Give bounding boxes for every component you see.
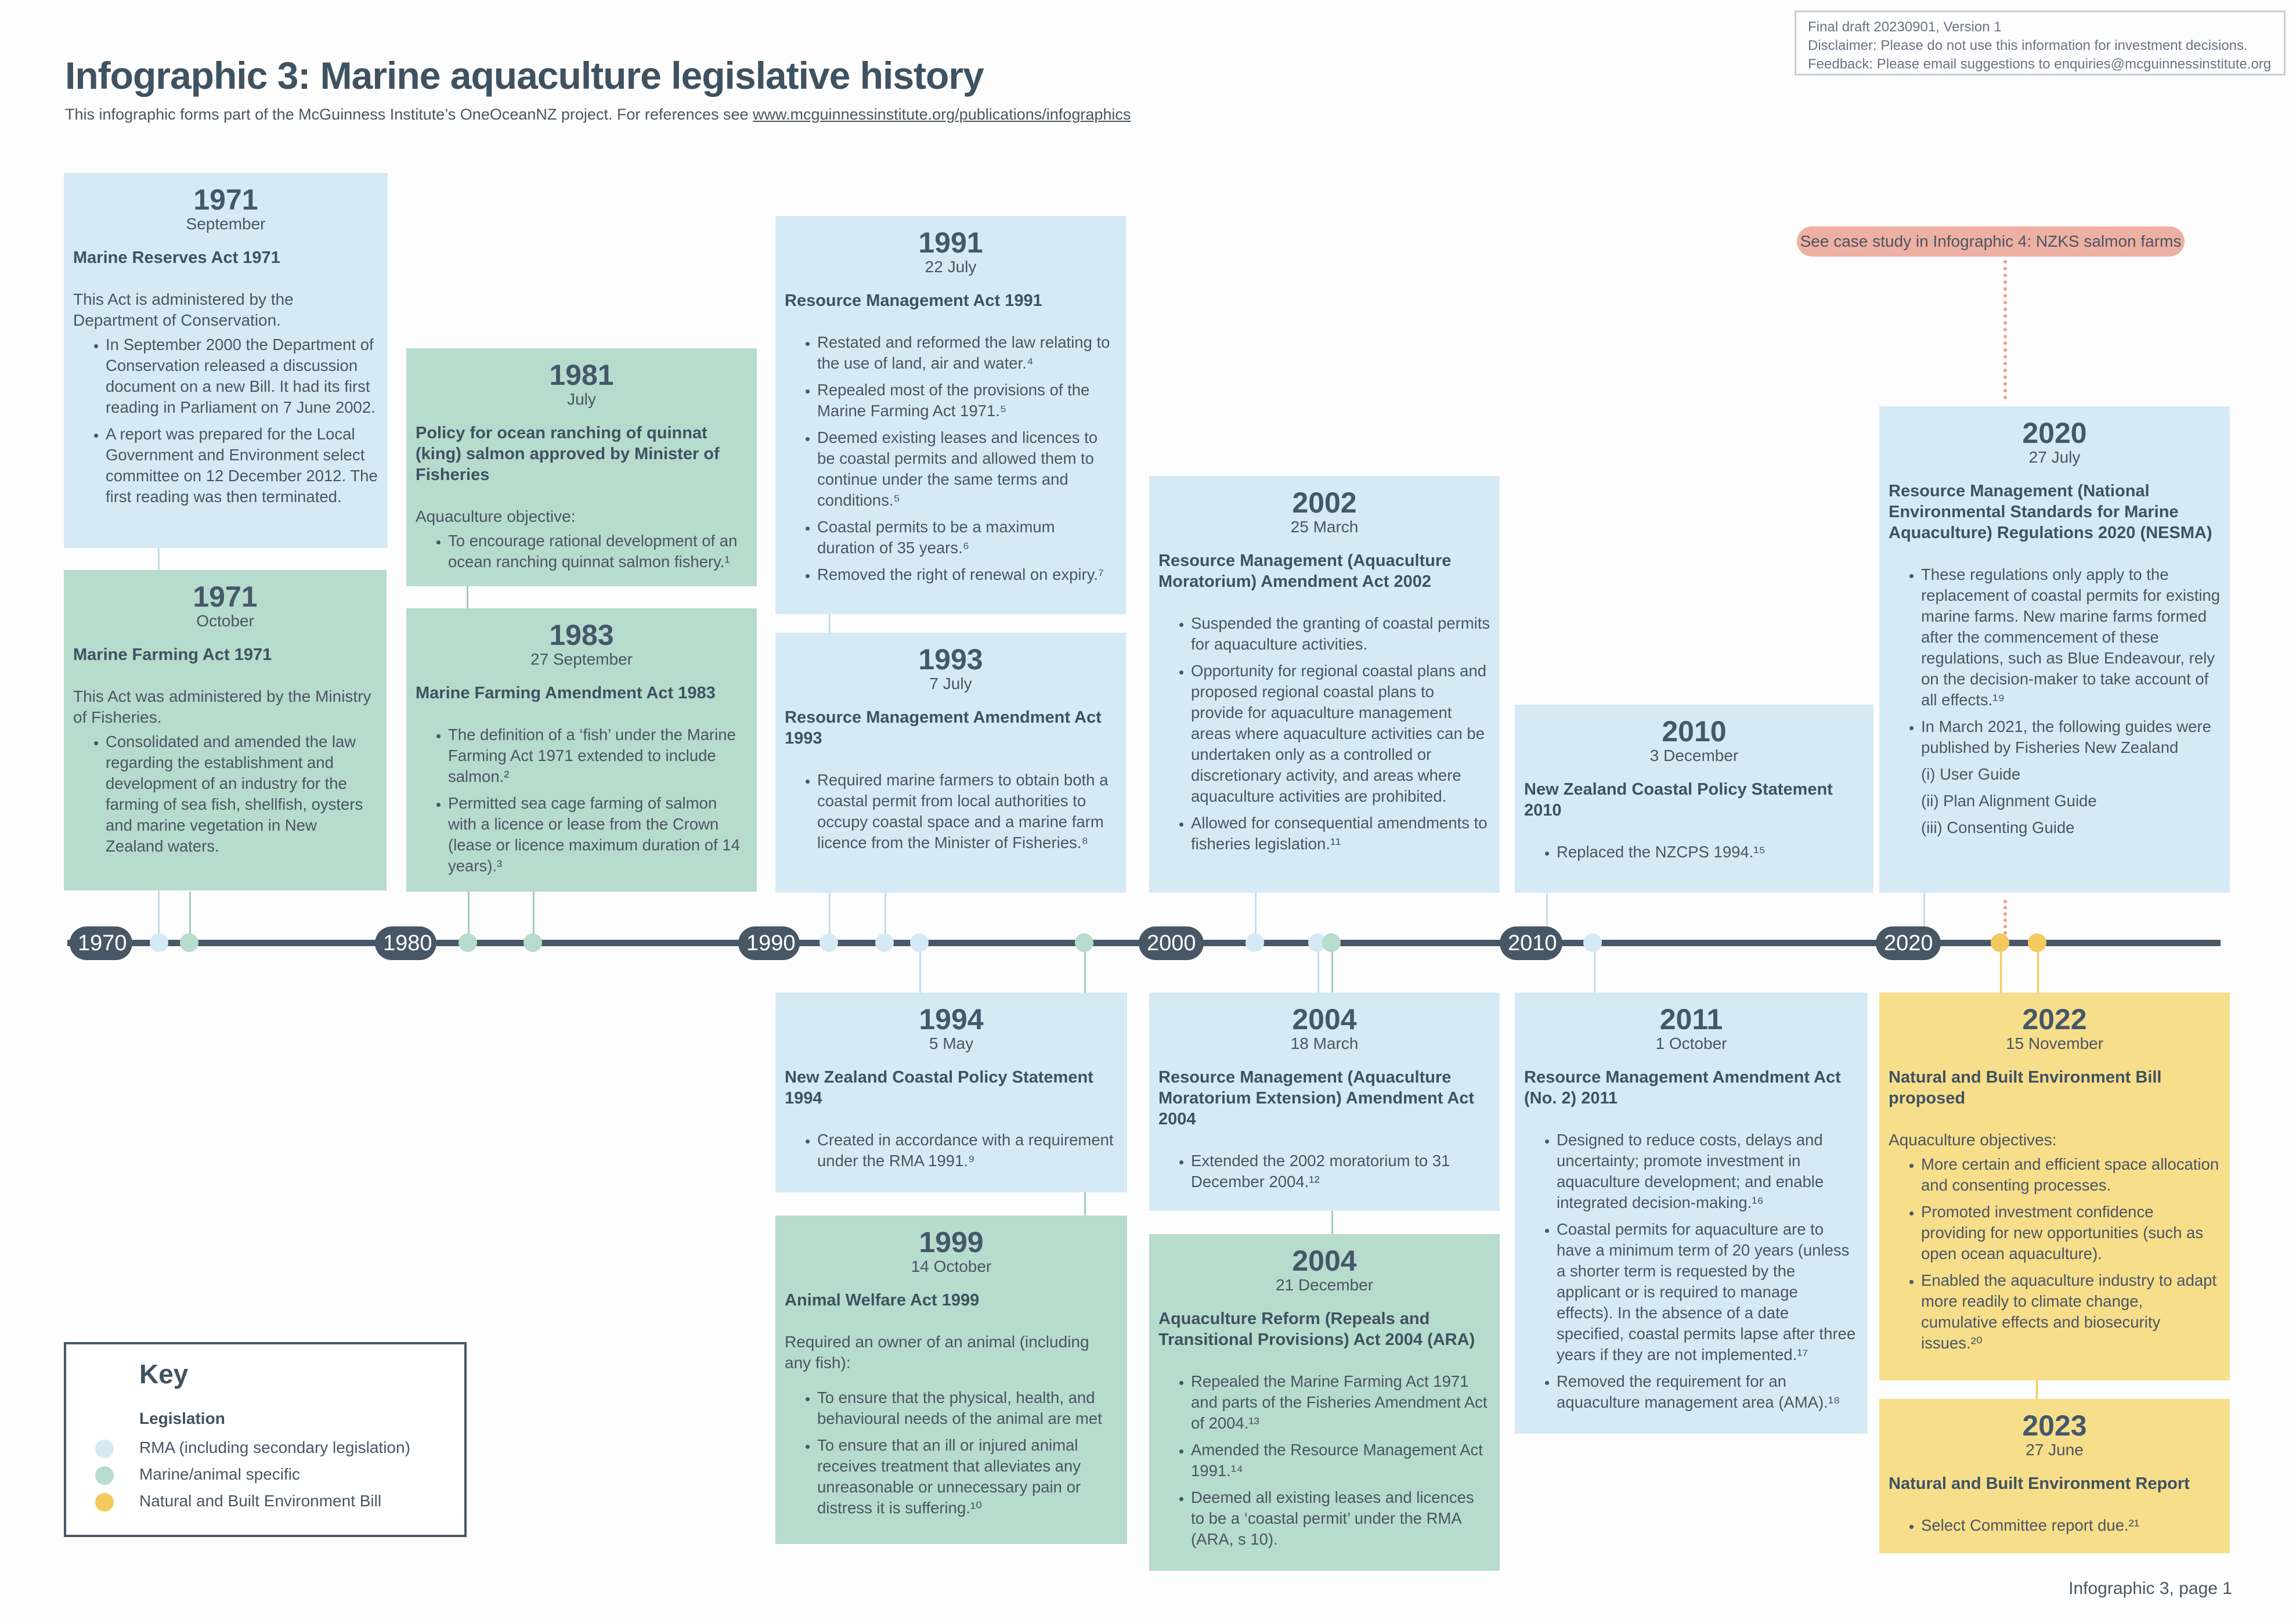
event-card-2020-nesma[interactable] (1879, 406, 2230, 893)
event-bullets (73, 334, 378, 507)
event-date: 27 September (530, 650, 633, 668)
decade-label-2010: 2010 (1500, 926, 1562, 960)
event-name: New Zealand Coastal Policy Statement 1994 (785, 1068, 1093, 1108)
event-intro: Aquaculture objectives: (1889, 1131, 2057, 1149)
decade-label-1990: 1990 (738, 926, 800, 960)
connector-1999 (1084, 1191, 1086, 1216)
event-bullet: • Designed to reduce costs, delays and uncertainty; promote investment in aquaculture development; and enable integrated decision-making.¹⁶ (1557, 1130, 1858, 1213)
event-year: 2023 (2022, 1409, 2087, 1442)
timeline-dot-1999[interactable] (1075, 933, 1093, 952)
decade-label-1980: 1980 (375, 926, 436, 960)
event-year: 1983 (549, 619, 614, 651)
event-name: Resource Management Act 1991 (785, 291, 1042, 310)
event-bullet: • Amended the Resource Management Act 1991.¹⁴ (1191, 1440, 1490, 1481)
timeline-dot-2004-dec[interactable] (1322, 933, 1341, 952)
event-name: Natural and Built Environment Report (1889, 1474, 2190, 1493)
connector-1981 (467, 586, 468, 609)
event-card-2002-moratorium[interactable] (1149, 476, 1500, 893)
event-bullets (416, 531, 748, 572)
legend-label: RMA (including secondary legislation) (139, 1438, 410, 1456)
page-number: Infographic 3, page 1 (2068, 1579, 2232, 1598)
event-bullet: • Restated and reformed the law relating to the use of land, air and water.⁴ (817, 332, 1117, 374)
connector-2004-mar (1317, 946, 1319, 993)
event-year: 2022 (2022, 1003, 2087, 1036)
event-bullet: • Extended the 2002 moratorium to 31 December 2004.¹² (1191, 1150, 1490, 1192)
decade-label-2020: 2020 (1876, 926, 1941, 960)
connector-2022 (2000, 946, 2002, 993)
event-date: September (186, 215, 266, 233)
case-study-dotted-line-lower (2003, 900, 2007, 935)
draft-notice-box (1795, 10, 2286, 75)
event-bullet: • To encourage rational development of an ocean ranching quinnat salmon fishery.¹ (448, 531, 748, 572)
event-bullet: • Repealed the Marine Farming Act 1971 and parts of the Fisheries Amendment Act of 2004.¹³ (1191, 1371, 1490, 1434)
connector-1994 (919, 946, 921, 993)
decade-label-1970: 1970 (70, 926, 132, 960)
event-date: 7 July (929, 675, 972, 693)
event-bullet: • Removed the requirement for an aquaculture management area (AMA).¹⁸ (1557, 1371, 1858, 1413)
event-year: 1994 (919, 1003, 984, 1036)
event-year: 2020 (2022, 417, 2087, 449)
event-date: 1 October (1655, 1034, 1727, 1052)
event-bullet: • These regulations only apply to the replacement of coastal permits for existing marine farms. New marine farms formed after the commencement of these regulations, such as Blue Endeavour, rely on the decision-maker to take account of all effects.¹⁹ (1921, 564, 2221, 710)
event-intro: This Act was administered by the Ministry of Fisheries. (73, 687, 371, 726)
event-intro: Aquaculture objective: (416, 507, 576, 525)
connector-1991 (829, 614, 831, 633)
event-card-2011-rma-amendment[interactable] (1515, 993, 1868, 1434)
event-bullets (73, 731, 377, 857)
guide-item: (ii) Plan Alignment Guide (1921, 792, 2097, 810)
event-bullet: • Replaced the NZCPS 1994.¹⁵ (1557, 842, 1864, 863)
connector-2023-axis (2037, 946, 2039, 993)
event-bullet: • Select Committee report due.²¹ (1921, 1515, 2221, 1536)
event-name: Marine Farming Amendment Act 1983 (416, 684, 716, 702)
timeline-dot-2002[interactable] (1246, 933, 1264, 952)
event-bullets (785, 1387, 1118, 1519)
timeline-dot-1994[interactable] (910, 933, 929, 952)
event-date: 27 June (2026, 1441, 2084, 1459)
event-bullets (1158, 1150, 1490, 1192)
event-bullet: • To ensure that the physical, health, and behavioural needs of the animal are met (817, 1387, 1118, 1429)
draft-feedback: Feedback: Please email suggestions to enquiries@mcguinnessinstitute.org (1808, 56, 2272, 72)
subtitle-text: This infographic forms part of the McGuinness Institute’s OneOceanNZ project. For references see (65, 106, 753, 123)
legend-item-rma (95, 1436, 410, 1459)
event-bullets (1524, 1130, 1858, 1413)
event-year: 2002 (1292, 486, 1357, 519)
event-year: 2004 (1292, 1003, 1357, 1036)
event-year: 1999 (919, 1226, 984, 1258)
event-bullet: • Consolidated and amended the law regarding the establishment and development of an industry for the farming of sea fish, shellfish, oysters and marine vegetation in New Zealand waters. (106, 731, 377, 857)
event-name: Marine Farming Act 1971 (73, 645, 272, 664)
timeline-dot-2010[interactable] (1583, 933, 1602, 952)
event-year: 1971 (193, 580, 258, 613)
event-bullet: • Required marine farmers to obtain both a coastal permit from local authorities to occupy coastal space and a marine farm licence from the Minister of Fisheries.⁸ (817, 770, 1117, 853)
event-year: 2011 (1659, 1003, 1723, 1036)
event-bullets (1158, 613, 1490, 854)
timeline-dot-1983[interactable] (524, 933, 542, 952)
legend-swatch-nbe-icon (95, 1493, 114, 1512)
timeline-dot-1991[interactable] (820, 933, 838, 952)
event-bullets (1889, 1154, 2221, 1354)
event-year: 2010 (1662, 715, 1727, 748)
event-bullets (1158, 1371, 1490, 1550)
timeline-dot-1993[interactable] (875, 933, 894, 952)
event-bullet: • To ensure that an ill or injured animal receives treatment that alleviates any unreasonable or unnecessary pain or distress it is suffering.¹⁰ (817, 1435, 1118, 1519)
decade-label-2000: 2000 (1139, 926, 1204, 960)
event-card-1993-rma-amendment[interactable] (775, 633, 1126, 893)
event-bullet: • Coastal permits for aquaculture are to have a minimum term of 20 years (unless a shorter term is requested by the applicant or is required to manage effects). In the absence of a date specified, coastal permits lapse after three years if they are not implemented.¹⁷ (1557, 1219, 1858, 1365)
legend-swatch-marine-icon (95, 1466, 114, 1485)
connector-1999-axis (1084, 946, 1086, 993)
event-date: 22 July (925, 258, 977, 276)
event-bullet: • Created in accordance with a requirement under the RMA 1991.⁹ (817, 1130, 1118, 1171)
legend-swatch-rma-icon (95, 1440, 114, 1458)
event-name: Policy for ocean ranching of quinnat (king) salmon approved by Minister of Fisheries (416, 424, 720, 484)
event-name: Resource Management Amendment Act 1993 (785, 708, 1102, 748)
event-bullet: • Enabled the aquaculture industry to adapt more readily to climate change, cumulative effects and biosecurity issues.²⁰ (1921, 1270, 2221, 1354)
page-subtitle (65, 106, 1131, 124)
event-bullet: • Coastal permits to be a maximum duration of 35 years.⁶ (817, 517, 1117, 558)
draft-version: Final draft 20230901, Version 1 (1808, 19, 2002, 35)
event-card-1999-animal-welfare[interactable] (775, 1216, 1127, 1544)
event-card-1971-marine-reserves[interactable] (64, 173, 388, 548)
connector-2023 (2036, 1380, 2038, 1400)
draft-disclaimer: Disclaimer: Please do not use this information for investment decisions. (1808, 38, 2248, 53)
event-name: Animal Welfare Act 1999 (785, 1291, 980, 1310)
event-bullet: • In March 2021, the following guides were published by Fisheries New Zealand (1921, 716, 2221, 758)
event-year: 2004 (1292, 1245, 1357, 1277)
event-card-1971-marine-farming[interactable] (64, 570, 387, 890)
page-title: Infographic 3: Marine aquaculture legislative history (65, 54, 984, 97)
event-bullets (785, 332, 1117, 585)
event-bullet: • More certain and efficient space allocation and consenting processes. (1921, 1154, 2221, 1196)
event-date: 21 December (1275, 1276, 1374, 1294)
event-card-2023-nbe-report[interactable] (1879, 1399, 2230, 1553)
event-year: 1991 (918, 226, 983, 259)
legend-subtitle: Legislation (139, 1409, 225, 1427)
event-bullets (785, 770, 1117, 853)
event-card-2010-nzcps[interactable] (1515, 705, 1873, 893)
case-study-pill[interactable]: See case study in Infographic 4: NZKS salmon farms (1797, 226, 2185, 257)
legend-item-nbe (95, 1489, 381, 1513)
event-date: 14 October (911, 1257, 992, 1275)
event-bullet: • Repealed most of the provisions of the Marine Farming Act 1971.⁵ (817, 380, 1117, 421)
event-name: Marine Reserves Act 1971 (73, 248, 280, 267)
event-card-1981-quinnat-policy[interactable] (406, 348, 757, 586)
connector-2004-dec (1331, 1211, 1333, 1234)
event-bullets (785, 1130, 1118, 1171)
guide-item: (i) User Guide (1921, 765, 2021, 783)
event-bullets (1889, 1515, 2221, 1536)
event-bullet: • Deemed all existing leases and licences to be a ‘coastal permit’ under the RMA (ARA, s 10). (1191, 1487, 1490, 1550)
event-date: July (567, 390, 596, 408)
timeline-dot-1971-sep[interactable] (150, 933, 168, 952)
references-link[interactable]: www.mcguinnessinstitute.org/publications/infographics (753, 106, 1131, 123)
legend-item-marine (95, 1463, 300, 1486)
event-year: 1993 (918, 643, 983, 676)
guide-item: (iii) Consenting Guide (1921, 818, 2075, 836)
case-study-dotted-line-upper (2003, 260, 2007, 399)
event-date: 27 July (2028, 448, 2081, 466)
event-date: 18 March (1290, 1034, 1359, 1052)
connector-2004-dec-axis (1331, 946, 1333, 993)
event-date: 3 December (1649, 746, 1739, 764)
timeline-dot-1981[interactable] (459, 933, 477, 952)
timeline-dot-2022[interactable] (1991, 933, 2009, 952)
event-card-2004-moratorium-extension[interactable] (1149, 993, 1500, 1211)
event-date: October (196, 612, 254, 630)
legend-label: Marine/animal specific (139, 1465, 300, 1483)
event-card-1991-rma[interactable] (775, 216, 1126, 614)
event-intro: Required an owner of an animal (including any fish): (785, 1333, 1089, 1372)
event-date: 25 March (1290, 518, 1359, 536)
timeline-dot-1971-oct[interactable] (180, 933, 198, 952)
event-name: Resource Management (Aquaculture Moratorium Extension) Amendment Act 2004 (1158, 1068, 1475, 1128)
event-name: Resource Management (Aquaculture Moratorium) Amendment Act 2002 (1158, 551, 1452, 591)
event-bullets (1524, 842, 1864, 863)
event-date: 5 May (929, 1034, 974, 1052)
event-year: 1981 (549, 359, 614, 391)
event-card-1994-nzcps[interactable] (775, 993, 1127, 1192)
event-name: Natural and Built Environment Bill proposed (1889, 1068, 2162, 1108)
event-date: 15 November (2005, 1034, 2104, 1052)
event-card-1983-marine-farming-amendment[interactable] (406, 608, 757, 892)
event-bullet: • Allowed for consequential amendments to fisheries legislation.¹¹ (1191, 813, 1490, 854)
event-bullet: • Deemed existing leases and licences to be coastal permits and allowed them to continue under the same terms and conditions.⁵ (817, 427, 1117, 511)
event-year: 1971 (193, 183, 258, 216)
event-card-2022-nbe-bill[interactable] (1879, 993, 2230, 1380)
event-bullets (1889, 564, 2221, 758)
connector-2011 (1594, 946, 1595, 993)
event-name: Resource Management Amendment Act (No. 2) 2011 (1524, 1068, 1841, 1108)
event-bullet: • Permitted sea cage farming of salmon with a licence or lease from the Crown (lease or licence maximum duration of 14 years).³ (448, 793, 748, 877)
event-bullet: • A report was prepared for the Local Government and Environment select committee on 12 December 2012. The first reading was then terminated. (106, 424, 378, 507)
event-bullet: • Suspended the granting of coastal permits for aquaculture activities. (1191, 613, 1490, 655)
event-bullet: • Removed the right of renewal on expiry.⁷ (817, 564, 1117, 585)
event-bullets (416, 724, 748, 877)
legend-label: Natural and Built Environment Bill (139, 1492, 382, 1510)
event-name: New Zealand Coastal Policy Statement 2010 (1524, 780, 1833, 820)
event-bullet: • Opportunity for regional coastal plans and proposed regional coastal plans to provide for aquaculture management areas where aquaculture activities can be undertaken only as a controlled or discretionary activity, and areas where aquaculture activities are prohibited. (1191, 661, 1490, 807)
event-name: Aquaculture Reform (Repeals and Transitional Provisions) Act 2004 (ARA) (1158, 1310, 1475, 1349)
event-bullet: • Promoted investment confidence providing for new opportunities (such as open ocean aquaculture). (1921, 1202, 2221, 1264)
event-intro: This Act is administered by the Department of Conservation. (73, 290, 294, 329)
event-bullet: • In September 2000 the Department of Conservation released a discussion document on a new Bill. It had its first reading in Parliament on 7 June 2002. (106, 334, 378, 418)
timeline-dot-2023[interactable] (2028, 933, 2046, 952)
legend-key (64, 1342, 467, 1537)
legend-title: Key (139, 1359, 189, 1389)
event-name: Resource Management (National Environmental Standards for Marine Aquaculture) Regulations 2020 (NESMA) (1889, 482, 2212, 542)
event-bullet: • The definition of a ‘fish’ under the Marine Farming Act 1971 extended to include salmon.² (448, 724, 748, 787)
event-card-2004-aquaculture-reform[interactable] (1149, 1234, 1500, 1571)
